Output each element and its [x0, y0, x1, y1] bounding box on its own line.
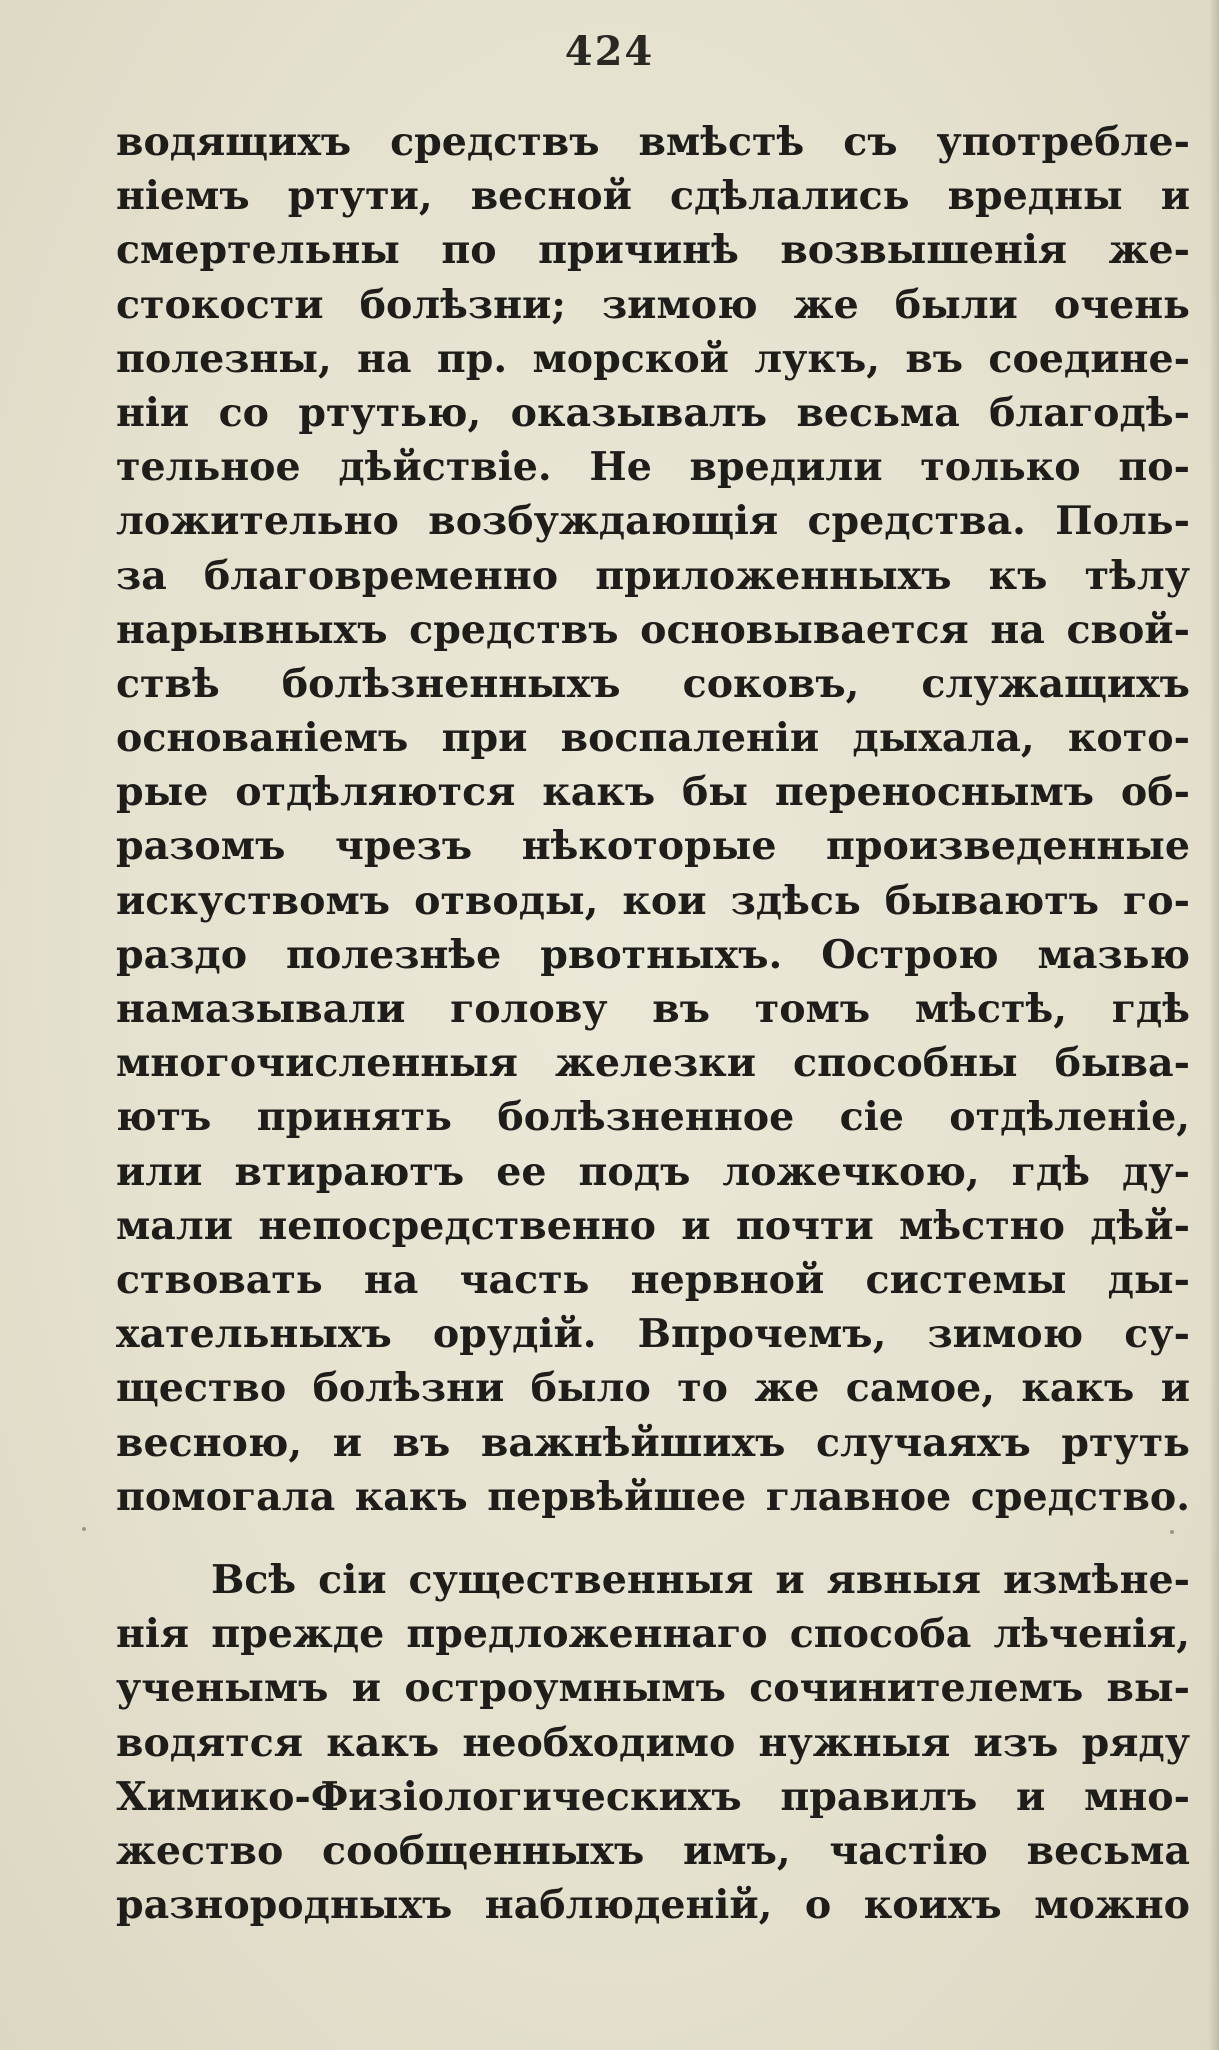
text-line: ствовать на часть нервной системы ды-: [116, 1256, 1190, 1303]
text-line: стокости болѣзни; зимою же были очень: [116, 281, 1190, 328]
text-line: Всѣ сiи существенныя и явныя измѣне-: [211, 1557, 1190, 1603]
text-line: водятся какъ необходимо нужныя изъ ряду: [116, 1719, 1190, 1766]
paper-speck: [82, 1527, 86, 1531]
text-line: разомъ чрезъ нѣкоторые произведенные: [116, 823, 1190, 870]
text-line: жество сообщенныхъ имъ, частiю весьма: [116, 1827, 1190, 1874]
text-line: намазывали голову въ томъ мѣстѣ, гдѣ: [116, 986, 1190, 1032]
text-line: нiя прежде предложеннаго способа лѣченiя,: [116, 1611, 1190, 1658]
text-line: разнородныхъ наблюденiй, о коихъ можно: [116, 1882, 1190, 1929]
text-line: основанiемъ при воспаленiи дыхала, кото-: [116, 715, 1190, 762]
text-line: за благовременно приложенныхъ къ тѣлу: [116, 552, 1190, 599]
text-line: рые отдѣляются какъ бы переноснымъ об-: [116, 769, 1190, 816]
paragraph-2: [116, 1553, 1190, 1932]
text-line: искуствомъ отводы, кои здѣсь бываютъ го-: [116, 877, 1190, 924]
page-edge-shadow: [1209, 0, 1219, 2050]
page-number: 424: [564, 28, 655, 75]
paragraph-1: [116, 115, 1190, 1524]
text-line: Химико-Физiологическихъ правилъ и мно-: [116, 1773, 1190, 1820]
text-line: нiемъ ртути, весной сдѣлались вредны и: [116, 173, 1190, 220]
text-line: тельное дѣйствiе. Не вредили только по-: [116, 444, 1190, 491]
text-line: нiи со ртутью, оказывалъ весьма благодѣ-: [116, 389, 1190, 436]
text-line: полезны, на пр. морской лукъ, въ соедине-: [116, 335, 1190, 382]
text-line: помогала какъ первѣйшее главное средство.: [116, 1473, 1190, 1520]
text-line: или втираютъ ее подъ ложечкою, гдѣ ду-: [116, 1148, 1190, 1195]
paper-speck: [1170, 1530, 1174, 1534]
text-line: весною, и въ важнѣйшихъ случаяхъ ртуть: [116, 1419, 1190, 1466]
text-line: ученымъ и остроумнымъ сочинителемъ вы-: [116, 1665, 1190, 1712]
text-line: нарывныхъ средствъ основывается на свой-: [116, 606, 1190, 653]
text-line: водящихъ средствъ вмѣстѣ съ употребле-: [116, 119, 1190, 165]
text-line: ложительно возбуждающiя средства. Поль-: [116, 498, 1190, 545]
text-line: раздо полезнѣе рвотныхъ. Острою мазью: [116, 931, 1190, 978]
text-line: смертельны по причинѣ возвышенiя же-: [116, 227, 1190, 274]
text-line: ствѣ болѣзненныхъ соковъ, служащихъ: [116, 660, 1190, 707]
text-line: многочисленныя железки способны бывa-: [116, 1040, 1190, 1087]
text-line: щество болѣзни было то же самое, какъ и: [116, 1365, 1190, 1412]
text-line: ютъ принять болѣзненное сiе отдѣленiе,: [116, 1094, 1190, 1141]
text-line: хательныхъ орудiй. Впрочемъ, зимою су-: [116, 1311, 1190, 1358]
text-line: мали непосредственно и почти мѣстно дѣй-: [116, 1202, 1190, 1249]
